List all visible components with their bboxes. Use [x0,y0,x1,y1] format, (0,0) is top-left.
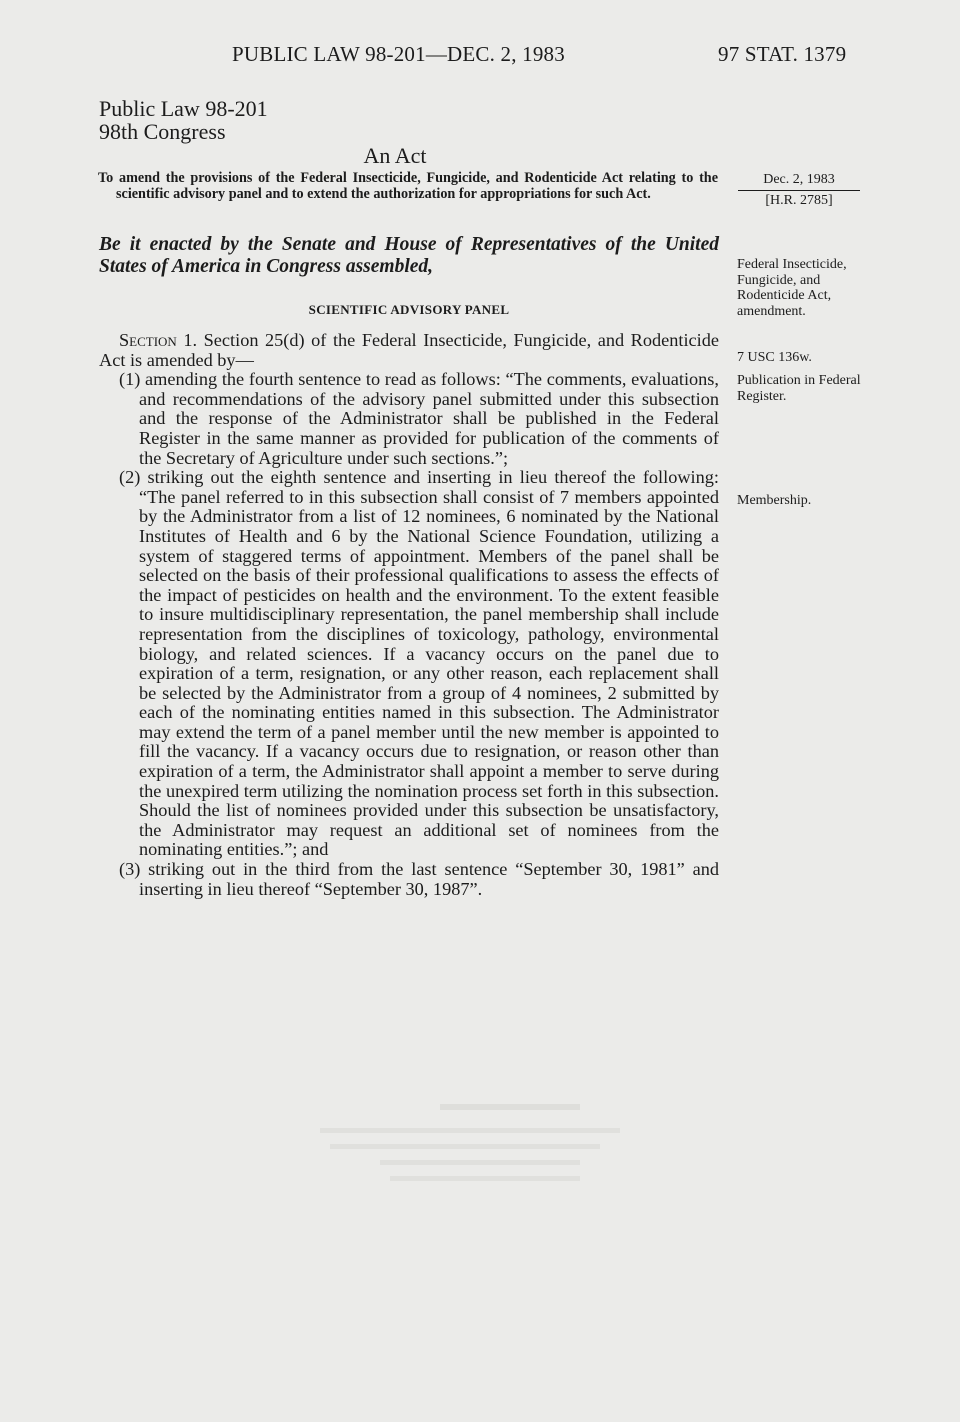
section-body [99,331,719,899]
act-heading: An Act [363,143,427,168]
purpose-text: To amend the provisions of the Federal Insecticide, Fungicide, and Rodenticide Act relating to the scientific advisory panel and to extend the authorization for appropriations for such Act. [98,170,718,202]
enacting-clause: Be it enacted by the Senate and House of Representatives of the United States of America in Congress assembled, [99,234,719,277]
date-note [738,171,860,209]
section-intro-text: 1. Section 25(d) of the Federal Insecticide, Fungicide, and Rodenticide Act is amended by— [99,330,719,370]
margin-note-fifra: Federal Insecticide, Fungicide, and Rodenticide Act, amendment. [737,257,847,319]
amendment-item-1: (1) amending the fourth sentence to read as follows: “The comments, evaluations, and recommendations of the advisory panel submitted under this subsection and the response of the Administrator shall be published in the Federal Register in the same manner as provided for publication of the comments of the Secretary of Agriculture under such sections.”; [119,369,719,468]
law-number: Public Law 98-201 [99,96,268,121]
amendment-item-3: (3) striking out in the third from the last sentence “September 30, 1981” and inserting in lieu thereof “September 30, 1987”. [119,859,719,899]
running-head-right: 97 STAT. 1379 [718,42,847,66]
margin-note-publication: Publication in Federal Register. [737,373,861,404]
amendment-item-2: (2) striking out the eighth sentence and inserting in lieu thereof the following: “The panel referred to in this subsection shall consist of 7 members appointed by the Administrator from a list of 12 nominees, 6 nominated by the National Institutes of Health and 6 by the National Science Foundation, utilizing a system of staggered terms of appointment. Members of the panel shall be selected on the basis of their professional qualifications to assess the effects of the impact of pesticides on health and the environment. To the extent feasible to insure multidisciplinary representation, the panel membership shall include representation from the disciplines of toxicology, pathology, environmental biology, and related sciences. If a vacancy occurs on the panel due to expiration of a term, resignation, or any other reason, each replacement shall be selected by the Administrator from a group of 4 nominees, 2 submitted by each of the nominating entities named in this subsection. The Administrator may extend the term of a panel member until the new member is appointed to fill the vacancy. If a vacancy occurs due to resignation, or reason other than expiration of a term, the Administrator shall appoint a member to serve during the unexpired term utilizing the nomination process set forth in this subsection. Should the list of nominees provided under this subsection be unsatisfactory, the Administrator may request an additional set of nominees from the nominating entities.”; and [119,467,719,860]
running-head-left: PUBLIC LAW 98-201—DEC. 2, 1983 [232,42,565,66]
bill-number: [H.R. 2785] [765,193,833,208]
bleed-through-mark [300,1100,630,1195]
section-heading: SCIENTIFIC ADVISORY PANEL [308,302,510,317]
section-intro [99,331,719,370]
margin-note-membership: Membership. [737,493,812,508]
congress: 98th Congress [99,119,226,144]
purpose-clause [98,170,718,202]
margin-note-usc: 7 USC 136w. [737,350,812,365]
date-divider [738,190,860,191]
section-label: Section [119,330,177,350]
enactment-date: Dec. 2, 1983 [763,172,835,187]
